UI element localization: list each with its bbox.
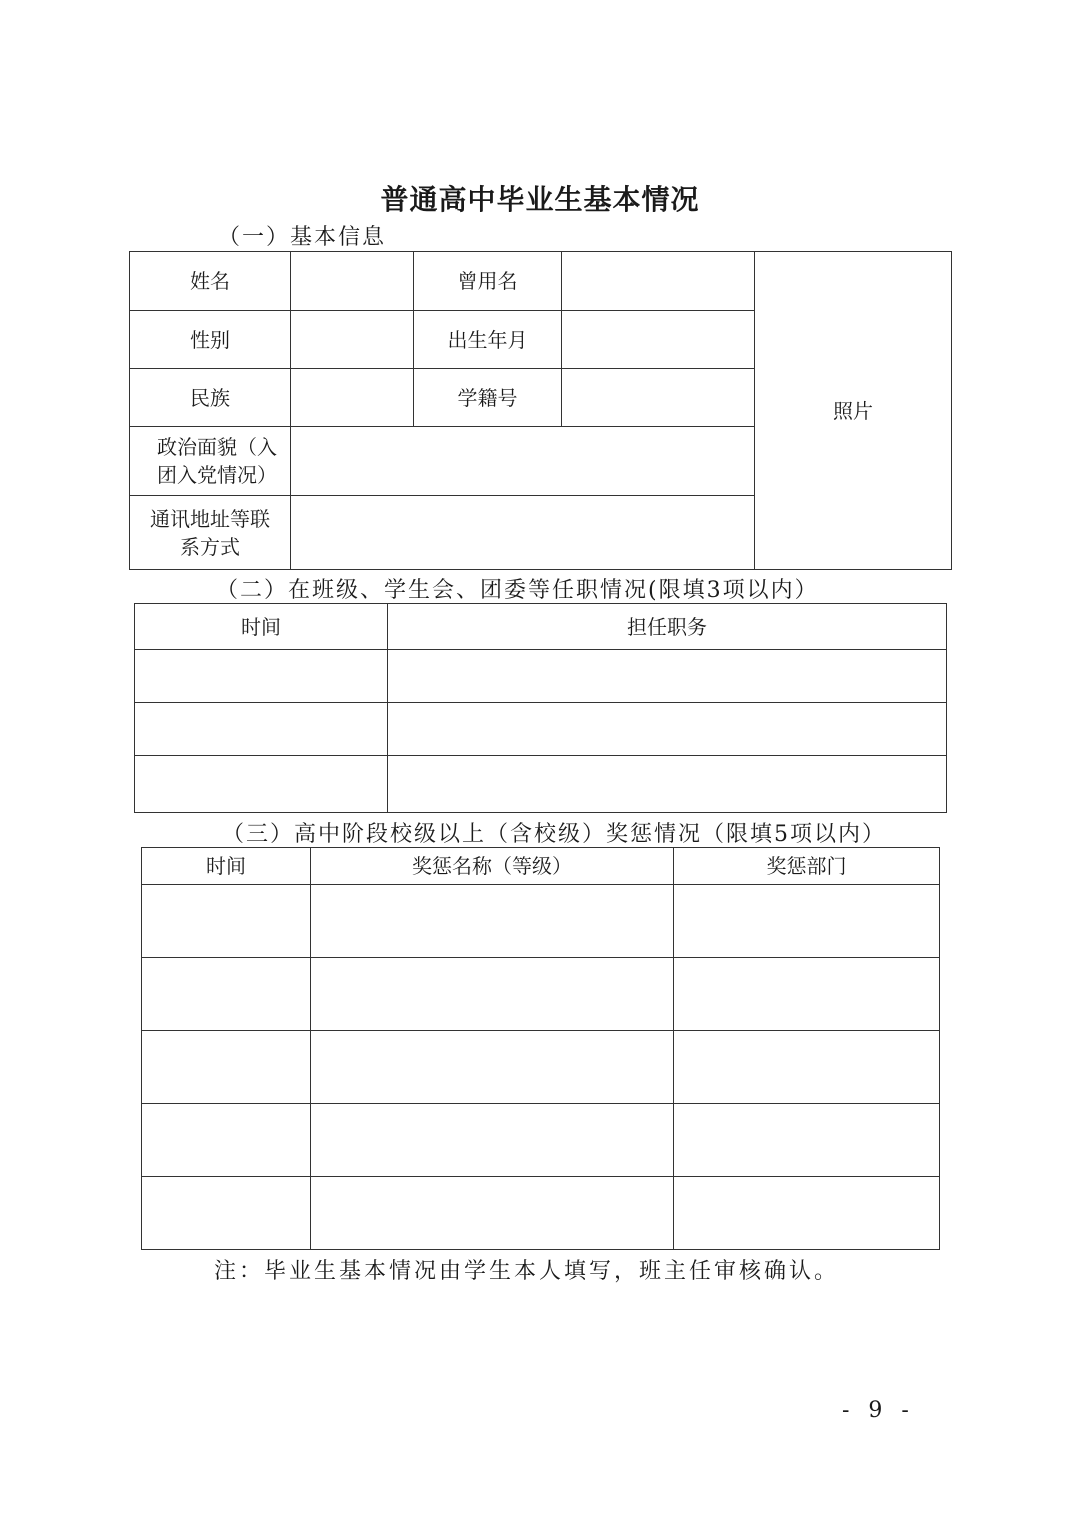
award-name-cell[interactable]	[311, 1177, 674, 1250]
awards-header-department: 奖惩部门	[674, 848, 940, 885]
position-time-cell[interactable]	[135, 756, 388, 813]
footnote: 注：毕业生基本情况由学生本人填写，班主任审核确认。	[214, 1259, 840, 1284]
contact-label-line-2: 系方式	[180, 534, 240, 559]
positions-header-time: 时间	[135, 604, 388, 650]
name-field[interactable]	[291, 252, 414, 311]
political-label-line-2: 团入党情况）	[157, 463, 277, 487]
position-time-cell[interactable]	[135, 703, 388, 756]
award-name-cell[interactable]	[311, 1031, 674, 1104]
name-label: 姓名	[130, 252, 291, 311]
student-id-field[interactable]	[562, 369, 755, 427]
former-name-label: 曾用名	[414, 252, 562, 311]
page-title: 普通高中毕业生基本情况	[380, 183, 700, 216]
position-role-cell[interactable]	[388, 650, 947, 703]
former-name-field[interactable]	[562, 252, 755, 311]
political-status-label	[130, 427, 291, 496]
gender-field[interactable]	[291, 311, 414, 369]
award-department-cell[interactable]	[674, 958, 940, 1031]
awards-header-time: 时间	[142, 848, 311, 885]
award-department-cell[interactable]	[674, 885, 940, 958]
positions-table	[134, 603, 947, 813]
award-time-cell[interactable]	[142, 885, 311, 958]
positions-header-role: 担任职务	[388, 604, 947, 650]
political-label-line-1: 政治面貌（入	[157, 435, 277, 459]
award-time-cell[interactable]	[142, 958, 311, 1031]
section-2-heading: （二）在班级、学生会、团委等任职情况(限填3项以内）	[216, 578, 819, 603]
award-time-cell[interactable]	[142, 1104, 311, 1177]
position-role-cell[interactable]	[388, 703, 947, 756]
awards-table	[141, 847, 940, 1250]
award-name-cell[interactable]	[311, 958, 674, 1031]
contact-label	[130, 496, 291, 570]
position-role-cell[interactable]	[388, 756, 947, 813]
award-name-cell[interactable]	[311, 1104, 674, 1177]
ethnicity-field[interactable]	[291, 369, 414, 427]
position-time-cell[interactable]	[135, 650, 388, 703]
basic-info-table	[129, 251, 952, 570]
section-1-heading: （一）基本信息	[218, 225, 387, 250]
political-status-field[interactable]	[291, 427, 755, 496]
ethnicity-label: 民族	[130, 369, 291, 427]
birth-label: 出生年月	[414, 311, 562, 369]
student-id-label: 学籍号	[414, 369, 562, 427]
gender-label: 性别	[130, 311, 291, 369]
award-department-cell[interactable]	[674, 1177, 940, 1250]
award-department-cell[interactable]	[674, 1104, 940, 1177]
photo-box[interactable]	[755, 252, 952, 570]
contact-label-line-1: 通讯地址等联	[150, 506, 270, 531]
awards-header-name: 奖惩名称（等级）	[311, 848, 674, 885]
contact-field[interactable]	[291, 496, 755, 570]
award-department-cell[interactable]	[674, 1031, 940, 1104]
award-time-cell[interactable]	[142, 1031, 311, 1104]
award-time-cell[interactable]	[142, 1177, 311, 1250]
award-name-cell[interactable]	[311, 885, 674, 958]
photo-label: 照片	[833, 398, 873, 423]
birth-field[interactable]	[562, 311, 755, 369]
section-3-heading: （三）高中阶段校级以上（含校级）奖惩情况（限填5项以内）	[222, 822, 886, 847]
page-number: - 9 -	[842, 1398, 915, 1423]
